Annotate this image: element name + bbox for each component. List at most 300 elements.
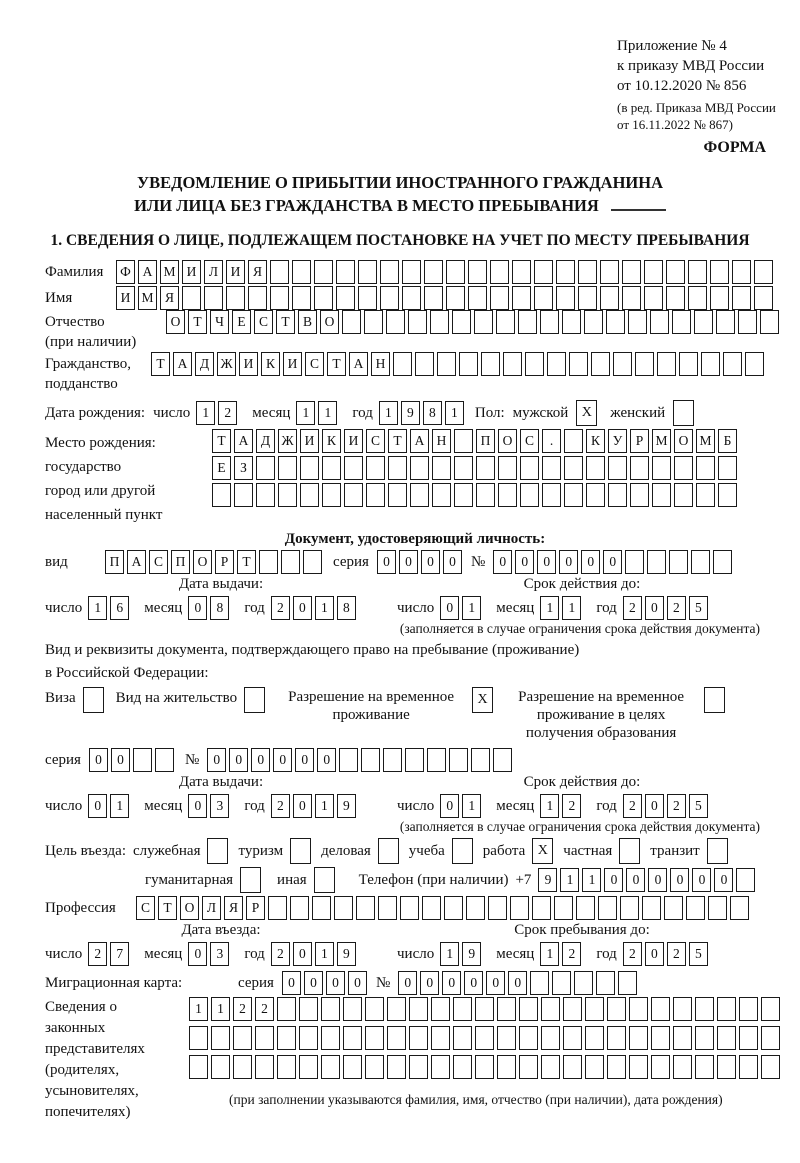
char-box[interactable]: [476, 483, 495, 507]
char-box[interactable]: [694, 310, 713, 334]
char-box[interactable]: [342, 310, 361, 334]
char-box[interactable]: [564, 483, 583, 507]
char-box[interactable]: 0: [273, 748, 292, 772]
char-box[interactable]: 0: [559, 550, 578, 574]
char-box[interactable]: [321, 1026, 340, 1050]
char-box[interactable]: [674, 483, 693, 507]
char-box[interactable]: X: [472, 687, 493, 713]
char-box[interactable]: 1: [110, 794, 129, 818]
char-box[interactable]: [256, 456, 275, 480]
char-box[interactable]: [427, 748, 446, 772]
char-box[interactable]: [600, 260, 619, 284]
char-box[interactable]: М: [138, 286, 157, 310]
char-box[interactable]: [673, 997, 692, 1021]
char-box[interactable]: [233, 1026, 252, 1050]
char-box[interactable]: 0: [326, 971, 345, 995]
char-box[interactable]: 2: [667, 794, 686, 818]
char-box[interactable]: 0: [692, 868, 711, 892]
char-box[interactable]: С: [149, 550, 168, 574]
char-box[interactable]: [534, 286, 553, 310]
char-box[interactable]: [673, 1055, 692, 1079]
char-box[interactable]: [686, 896, 705, 920]
char-box[interactable]: [475, 1026, 494, 1050]
char-box[interactable]: [520, 456, 539, 480]
char-box[interactable]: [518, 310, 537, 334]
char-box[interactable]: [356, 896, 375, 920]
char-box[interactable]: [431, 997, 450, 1021]
char-box[interactable]: [701, 352, 720, 376]
char-box[interactable]: [386, 310, 405, 334]
char-box[interactable]: О: [180, 896, 199, 920]
char-box[interactable]: 0: [645, 596, 664, 620]
char-box[interactable]: [710, 286, 729, 310]
char-box[interactable]: [493, 748, 512, 772]
char-box[interactable]: 2: [271, 596, 290, 620]
char-box[interactable]: [542, 456, 561, 480]
char-box[interactable]: [541, 997, 560, 1021]
char-box[interactable]: 0: [443, 550, 462, 574]
char-box[interactable]: [471, 748, 490, 772]
char-box[interactable]: 0: [89, 748, 108, 772]
char-box[interactable]: [723, 352, 742, 376]
char-box[interactable]: [754, 260, 773, 284]
char-box[interactable]: [761, 1026, 780, 1050]
char-box[interactable]: [708, 896, 727, 920]
char-box[interactable]: [497, 997, 516, 1021]
char-box[interactable]: 0: [293, 942, 312, 966]
char-box[interactable]: [211, 1055, 230, 1079]
char-box[interactable]: Т: [188, 310, 207, 334]
char-box[interactable]: [707, 838, 728, 864]
char-box[interactable]: [564, 429, 583, 453]
char-box[interactable]: [365, 1026, 384, 1050]
char-box[interactable]: [431, 1055, 450, 1079]
char-box[interactable]: [380, 260, 399, 284]
char-box[interactable]: И: [239, 352, 258, 376]
char-box[interactable]: [452, 310, 471, 334]
char-box[interactable]: [554, 896, 573, 920]
char-box[interactable]: [739, 1055, 758, 1079]
char-box[interactable]: [400, 896, 419, 920]
char-box[interactable]: [490, 286, 509, 310]
char-box[interactable]: [738, 310, 757, 334]
char-box[interactable]: [378, 896, 397, 920]
char-box[interactable]: [446, 286, 465, 310]
char-box[interactable]: [628, 310, 647, 334]
char-box[interactable]: [292, 286, 311, 310]
char-box[interactable]: [503, 352, 522, 376]
char-box[interactable]: [578, 260, 597, 284]
char-box[interactable]: [696, 483, 715, 507]
char-box[interactable]: 3: [210, 794, 229, 818]
char-box[interactable]: [259, 550, 278, 574]
char-box[interactable]: .: [542, 429, 561, 453]
char-box[interactable]: [490, 260, 509, 284]
char-box[interactable]: 0: [188, 794, 207, 818]
char-box[interactable]: Л: [202, 896, 221, 920]
char-box[interactable]: [674, 456, 693, 480]
char-box[interactable]: 1: [196, 401, 215, 425]
char-box[interactable]: [584, 310, 603, 334]
char-box[interactable]: [732, 260, 751, 284]
char-box[interactable]: [383, 748, 402, 772]
char-box[interactable]: 2: [218, 401, 237, 425]
char-box[interactable]: [497, 1026, 516, 1050]
char-box[interactable]: [607, 1026, 626, 1050]
char-box[interactable]: Ф: [116, 260, 135, 284]
char-box[interactable]: [409, 997, 428, 1021]
char-box[interactable]: [393, 352, 412, 376]
char-box[interactable]: [255, 1026, 274, 1050]
char-box[interactable]: [618, 971, 637, 995]
char-box[interactable]: [510, 896, 529, 920]
char-box[interactable]: Т: [276, 310, 295, 334]
char-box[interactable]: [290, 896, 309, 920]
char-box[interactable]: [672, 310, 691, 334]
char-box[interactable]: [270, 260, 289, 284]
char-box[interactable]: [754, 286, 773, 310]
char-box[interactable]: [83, 687, 104, 713]
char-box[interactable]: [454, 429, 473, 453]
char-box[interactable]: А: [138, 260, 157, 284]
char-box[interactable]: [336, 260, 355, 284]
char-box[interactable]: [424, 286, 443, 310]
char-box[interactable]: И: [116, 286, 135, 310]
char-box[interactable]: [402, 286, 421, 310]
char-box[interactable]: [586, 456, 605, 480]
char-box[interactable]: 1: [462, 596, 481, 620]
char-box[interactable]: 2: [562, 942, 581, 966]
char-box[interactable]: [525, 352, 544, 376]
char-box[interactable]: [563, 1055, 582, 1079]
char-box[interactable]: 9: [337, 942, 356, 966]
char-box[interactable]: 0: [420, 971, 439, 995]
char-box[interactable]: 1: [462, 794, 481, 818]
char-box[interactable]: [449, 748, 468, 772]
char-box[interactable]: 1: [315, 596, 334, 620]
char-box[interactable]: В: [298, 310, 317, 334]
char-box[interactable]: 0: [88, 794, 107, 818]
char-box[interactable]: [606, 310, 625, 334]
char-box[interactable]: [133, 748, 152, 772]
char-box[interactable]: 2: [255, 997, 274, 1021]
char-box[interactable]: [444, 896, 463, 920]
char-box[interactable]: [556, 286, 575, 310]
char-box[interactable]: [378, 838, 399, 864]
char-box[interactable]: 1: [296, 401, 315, 425]
char-box[interactable]: [552, 971, 571, 995]
char-box[interactable]: О: [193, 550, 212, 574]
char-box[interactable]: [591, 352, 610, 376]
char-box[interactable]: [652, 456, 671, 480]
char-box[interactable]: Я: [224, 896, 243, 920]
char-box[interactable]: [437, 352, 456, 376]
char-box[interactable]: 1: [88, 596, 107, 620]
char-box[interactable]: 1: [560, 868, 579, 892]
char-box[interactable]: [629, 1055, 648, 1079]
char-box[interactable]: [688, 260, 707, 284]
char-box[interactable]: Ж: [217, 352, 236, 376]
char-box[interactable]: [713, 550, 732, 574]
char-box[interactable]: Я: [248, 260, 267, 284]
char-box[interactable]: [321, 997, 340, 1021]
char-box[interactable]: С: [136, 896, 155, 920]
char-box[interactable]: 0: [111, 748, 130, 772]
char-box[interactable]: 2: [667, 942, 686, 966]
char-box[interactable]: [468, 286, 487, 310]
char-box[interactable]: [629, 1026, 648, 1050]
char-box[interactable]: 0: [207, 748, 226, 772]
char-box[interactable]: [408, 310, 427, 334]
char-box[interactable]: 0: [645, 794, 664, 818]
char-box[interactable]: [608, 483, 627, 507]
char-box[interactable]: [255, 1055, 274, 1079]
char-box[interactable]: [651, 997, 670, 1021]
char-box[interactable]: 0: [581, 550, 600, 574]
char-box[interactable]: [207, 838, 228, 864]
char-box[interactable]: Е: [212, 456, 231, 480]
char-box[interactable]: X: [576, 400, 597, 426]
char-box[interactable]: [598, 896, 617, 920]
char-box[interactable]: 2: [623, 596, 642, 620]
char-box[interactable]: 0: [626, 868, 645, 892]
char-box[interactable]: Р: [630, 429, 649, 453]
char-box[interactable]: [380, 286, 399, 310]
char-box[interactable]: [387, 997, 406, 1021]
char-box[interactable]: [651, 1026, 670, 1050]
char-box[interactable]: Т: [388, 429, 407, 453]
char-box[interactable]: 1: [540, 794, 559, 818]
char-box[interactable]: И: [226, 260, 245, 284]
char-box[interactable]: [314, 260, 333, 284]
char-box[interactable]: Р: [246, 896, 265, 920]
char-box[interactable]: 2: [233, 997, 252, 1021]
char-box[interactable]: 8: [337, 596, 356, 620]
char-box[interactable]: [562, 310, 581, 334]
char-box[interactable]: [277, 1026, 296, 1050]
char-box[interactable]: [519, 1055, 538, 1079]
char-box[interactable]: М: [696, 429, 715, 453]
char-box[interactable]: С: [366, 429, 385, 453]
char-box[interactable]: [718, 456, 737, 480]
char-box[interactable]: К: [322, 429, 341, 453]
char-box[interactable]: [431, 1026, 450, 1050]
char-box[interactable]: [596, 971, 615, 995]
char-box[interactable]: [336, 286, 355, 310]
char-box[interactable]: 9: [462, 942, 481, 966]
char-box[interactable]: [211, 1026, 230, 1050]
char-box[interactable]: [299, 997, 318, 1021]
char-box[interactable]: 1: [211, 997, 230, 1021]
char-box[interactable]: [234, 483, 253, 507]
char-box[interactable]: 0: [229, 748, 248, 772]
char-box[interactable]: [541, 1026, 560, 1050]
char-box[interactable]: [405, 748, 424, 772]
char-box[interactable]: Я: [160, 286, 179, 310]
char-box[interactable]: [534, 260, 553, 284]
char-box[interactable]: 0: [188, 942, 207, 966]
char-box[interactable]: [343, 1026, 362, 1050]
char-box[interactable]: 1: [445, 401, 464, 425]
char-box[interactable]: П: [105, 550, 124, 574]
char-box[interactable]: [732, 286, 751, 310]
char-box[interactable]: [620, 896, 639, 920]
char-box[interactable]: У: [608, 429, 627, 453]
char-box[interactable]: [474, 310, 493, 334]
char-box[interactable]: [388, 456, 407, 480]
char-box[interactable]: [586, 483, 605, 507]
char-box[interactable]: [576, 896, 595, 920]
char-box[interactable]: [761, 997, 780, 1021]
char-box[interactable]: [496, 310, 515, 334]
char-box[interactable]: 2: [271, 794, 290, 818]
char-box[interactable]: 1: [540, 942, 559, 966]
char-box[interactable]: Н: [432, 429, 451, 453]
char-box[interactable]: 0: [188, 596, 207, 620]
char-box[interactable]: [292, 260, 311, 284]
char-box[interactable]: [696, 456, 715, 480]
char-box[interactable]: П: [476, 429, 495, 453]
char-box[interactable]: [541, 1055, 560, 1079]
char-box[interactable]: [290, 838, 311, 864]
char-box[interactable]: [240, 867, 261, 893]
char-box[interactable]: [600, 286, 619, 310]
char-box[interactable]: М: [160, 260, 179, 284]
char-box[interactable]: 8: [423, 401, 442, 425]
char-box[interactable]: [277, 997, 296, 1021]
char-box[interactable]: [343, 997, 362, 1021]
char-box[interactable]: А: [349, 352, 368, 376]
char-box[interactable]: 1: [540, 596, 559, 620]
char-box[interactable]: [322, 456, 341, 480]
char-box[interactable]: [344, 483, 363, 507]
char-box[interactable]: [300, 483, 319, 507]
char-box[interactable]: [585, 1026, 604, 1050]
char-box[interactable]: 1: [582, 868, 601, 892]
char-box[interactable]: [642, 896, 661, 920]
char-box[interactable]: [410, 483, 429, 507]
char-box[interactable]: 2: [88, 942, 107, 966]
char-box[interactable]: 0: [304, 971, 323, 995]
char-box[interactable]: С: [520, 429, 539, 453]
char-box[interactable]: [268, 896, 287, 920]
char-box[interactable]: 0: [464, 971, 483, 995]
char-box[interactable]: [459, 352, 478, 376]
char-box[interactable]: [563, 997, 582, 1021]
char-box[interactable]: 0: [604, 868, 623, 892]
char-box[interactable]: [312, 896, 331, 920]
char-box[interactable]: 0: [377, 550, 396, 574]
char-box[interactable]: [468, 260, 487, 284]
char-box[interactable]: [454, 483, 473, 507]
char-box[interactable]: 1: [189, 997, 208, 1021]
char-box[interactable]: М: [652, 429, 671, 453]
char-box[interactable]: [574, 971, 593, 995]
char-box[interactable]: [415, 352, 434, 376]
char-box[interactable]: 1: [379, 401, 398, 425]
char-box[interactable]: [299, 1026, 318, 1050]
char-box[interactable]: [666, 286, 685, 310]
char-box[interactable]: [585, 1055, 604, 1079]
char-box[interactable]: 1: [315, 942, 334, 966]
char-box[interactable]: [343, 1055, 362, 1079]
char-box[interactable]: 1: [440, 942, 459, 966]
char-box[interactable]: [430, 310, 449, 334]
char-box[interactable]: [366, 456, 385, 480]
char-box[interactable]: 9: [538, 868, 557, 892]
char-box[interactable]: [704, 687, 725, 713]
char-box[interactable]: 0: [442, 971, 461, 995]
char-box[interactable]: [432, 456, 451, 480]
char-box[interactable]: Т: [327, 352, 346, 376]
char-box[interactable]: [409, 1026, 428, 1050]
char-box[interactable]: [512, 260, 531, 284]
char-box[interactable]: [688, 286, 707, 310]
char-box[interactable]: [556, 260, 575, 284]
char-box[interactable]: 0: [440, 794, 459, 818]
char-box[interactable]: [760, 310, 779, 334]
char-box[interactable]: [695, 1055, 714, 1079]
char-box[interactable]: [387, 1026, 406, 1050]
char-box[interactable]: [300, 456, 319, 480]
char-box[interactable]: 7: [110, 942, 129, 966]
char-box[interactable]: [497, 1055, 516, 1079]
char-box[interactable]: [652, 483, 671, 507]
char-box[interactable]: [630, 483, 649, 507]
char-box[interactable]: [564, 456, 583, 480]
char-box[interactable]: [619, 838, 640, 864]
char-box[interactable]: [212, 483, 231, 507]
char-box[interactable]: [299, 1055, 318, 1079]
char-box[interactable]: Т: [151, 352, 170, 376]
char-box[interactable]: [248, 286, 267, 310]
char-box[interactable]: [334, 896, 353, 920]
char-box[interactable]: 0: [317, 748, 336, 772]
char-box[interactable]: [475, 997, 494, 1021]
char-box[interactable]: [718, 483, 737, 507]
char-box[interactable]: [424, 260, 443, 284]
char-box[interactable]: [453, 997, 472, 1021]
char-box[interactable]: 0: [399, 550, 418, 574]
char-box[interactable]: 0: [714, 868, 733, 892]
char-box[interactable]: [569, 352, 588, 376]
char-box[interactable]: А: [127, 550, 146, 574]
char-box[interactable]: X: [532, 838, 553, 864]
char-box[interactable]: А: [234, 429, 253, 453]
char-box[interactable]: О: [166, 310, 185, 334]
char-box[interactable]: [498, 456, 517, 480]
char-box[interactable]: К: [586, 429, 605, 453]
char-box[interactable]: О: [498, 429, 517, 453]
char-box[interactable]: 0: [493, 550, 512, 574]
char-box[interactable]: [475, 1055, 494, 1079]
char-box[interactable]: [651, 1055, 670, 1079]
char-box[interactable]: [666, 260, 685, 284]
char-box[interactable]: [736, 868, 755, 892]
char-box[interactable]: 1: [315, 794, 334, 818]
char-box[interactable]: [387, 1055, 406, 1079]
char-box[interactable]: [256, 483, 275, 507]
char-box[interactable]: [542, 483, 561, 507]
char-box[interactable]: [635, 352, 654, 376]
char-box[interactable]: [664, 896, 683, 920]
char-box[interactable]: [622, 286, 641, 310]
char-box[interactable]: [520, 483, 539, 507]
char-box[interactable]: [281, 550, 300, 574]
char-box[interactable]: [647, 550, 666, 574]
char-box[interactable]: [189, 1026, 208, 1050]
char-box[interactable]: 0: [440, 596, 459, 620]
